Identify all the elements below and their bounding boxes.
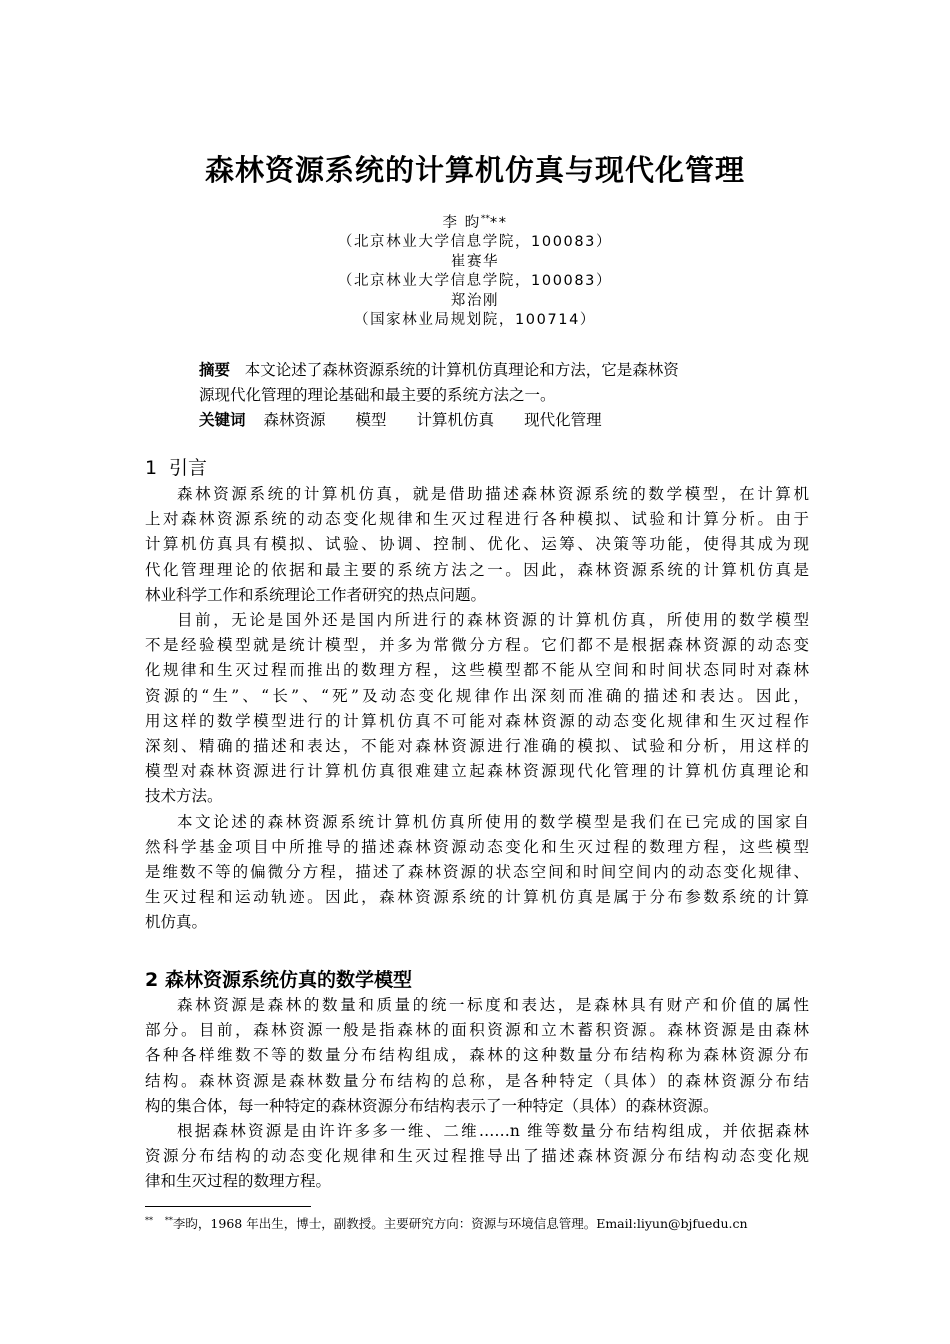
text-line: 是维数不等的偏微分方程，描述了森林资源的状态空间和时间空间内的动态变化规律、 <box>145 863 809 882</box>
abstract-block <box>199 358 759 433</box>
author-name: 郑治刚 <box>450 292 500 309</box>
text-line: 化规律和生灭过程而推出的数理方程，这些模型都不能从空间和时间状态同时对森林 <box>145 661 809 680</box>
footnote-text: 李昀，1968 年出生，博士，副教授。主要研究方向：资源与环境信息管理。Email:liyun@bjfuedu.cn <box>172 1216 748 1232</box>
abstract-line <box>199 358 759 383</box>
text-line: 技术方法。 <box>145 787 223 806</box>
author-name-text: 李 昀 <box>442 214 481 231</box>
text-line: 代化管理理论的依据和最主要的系统方法之一。因此，森林资源系统的计算机仿真是 <box>145 560 809 579</box>
keyword: 模型 <box>355 411 387 429</box>
footnote-divider <box>145 1206 311 1207</box>
paper-title: 森林资源系统的计算机仿真与现代化管理 <box>204 153 745 187</box>
section-body <box>145 993 809 1195</box>
text-line: 森林资源系统的计算机仿真，就是借助描述森林资源系统的数学模型，在计算机 <box>177 485 809 503</box>
abstract-text: 本文论述了森林资源系统的计算机仿真理论和方法，它是森林资 <box>244 361 679 379</box>
author-name: 崔赛华 <box>450 253 500 270</box>
text-line: 上对森林资源系统的动态变化规律和生灭过程进行各种模拟、试验和计算分析。由于 <box>145 510 809 529</box>
author-footnote-mark: ** <box>480 214 490 224</box>
section-number: 2 <box>145 969 159 991</box>
text-line: 各种各样维数不等的数量分布结构组成，森林的这种数量分布结构称为森林资源分布 <box>145 1046 809 1065</box>
section-title: 森林资源系统仿真的数学模型 <box>165 969 413 991</box>
text-line: 根据森林资源是由许许多多一维、二维……n 维等数量分布结构组成，并依据森林 <box>177 1122 809 1141</box>
text-line: 用这样的数学模型进行的计算机仿真不可能对森林资源的动态变化规律和生灭过程作 <box>145 711 809 730</box>
author-affiliation: （国家林业局规划院，100714） <box>353 312 597 329</box>
text-line: 生灭过程和运动轨迹。因此，森林资源系统的计算机仿真是属于分布参数系统的计算 <box>145 888 809 907</box>
section-heading <box>145 966 412 994</box>
abstract-label: 摘要 <box>199 361 231 379</box>
author-footnote-mark: ** <box>489 214 508 231</box>
footnote <box>145 1212 748 1233</box>
keywords-line <box>199 408 759 433</box>
text-line: 计算机仿真具有模拟、试验、协调、控制、优化、运筹、决策等功能，使得其成为现 <box>145 535 809 554</box>
section-body <box>145 482 809 936</box>
text-line: 林业科学工作和系统理论工作者研究的热点问题。 <box>145 585 487 604</box>
section-heading <box>145 454 207 482</box>
keyword: 森林资源 <box>263 411 326 429</box>
abstract-line: 源现代化管理的理论基础和最主要的系统方法之一。 <box>199 386 556 404</box>
text-line: 资源的“生”、“长”、“死”及动态变化规律作出深刻而准确的描述和表达。因此， <box>145 686 809 705</box>
text-line: 律和生灭过程的数理方程。 <box>145 1172 332 1191</box>
text-line: 森林资源是森林的数量和质量的统一标度和表达，是森林具有财产和价值的属性 <box>177 996 809 1014</box>
keywords-label: 关键词 <box>199 411 246 429</box>
text-line: 构的集合体，每一种特定的森林资源分布结构表示了一种特定（具体）的森林资源。 <box>145 1096 719 1115</box>
author-affiliation: （北京林业大学信息学院，100083） <box>337 234 613 251</box>
footnote-mark: ** <box>164 1216 173 1225</box>
text-line: 模型对森林资源进行计算机仿真很难建立起森林资源现代化管理的计算机仿真理论和 <box>145 762 809 781</box>
text-line: 然科学基金项目中所推导的描述森林资源动态变化和生灭过程的数理方程，这些模型 <box>145 837 809 856</box>
text-line: 目前，无论是国外还是国内所进行的森林资源的计算机仿真，所使用的数学模型 <box>177 611 809 630</box>
author-name <box>0 210 950 233</box>
text-line: 本文论述的森林资源系统计算机仿真所使用的数学模型是我们在已完成的国家自 <box>177 812 809 831</box>
author-block <box>0 210 950 331</box>
text-line: 不是经验模型就是统计模型，并多为常微分方程。它们都不是根据森林资源的动态变 <box>145 636 809 655</box>
text-line: 部分。目前，森林资源一般是指森林的面积资源和立木蓄积资源。森林资源是由森林 <box>145 1021 809 1040</box>
text-line: 机仿真。 <box>145 913 208 932</box>
author-affiliation: （北京林业大学信息学院，100083） <box>337 273 613 290</box>
keyword: 现代化管理 <box>524 411 602 429</box>
text-line: 资源分布结构的动态变化规律和生灭过程推导出了描述森林资源分布结构动态变化规 <box>145 1147 809 1166</box>
text-line: 深刻、精确的描述和表达，不能对森林资源进行准确的模拟、试验和分析，用这样的 <box>145 737 809 756</box>
section-title: 引言 <box>169 457 208 479</box>
keyword: 计算机仿真 <box>416 411 495 429</box>
section-number: 1 <box>145 457 158 479</box>
footnote-mark: ** <box>145 1216 153 1225</box>
text-line: 结构。森林资源是森林数量分布结构的总称，是各种特定（具体）的森林资源分布结 <box>145 1071 809 1090</box>
